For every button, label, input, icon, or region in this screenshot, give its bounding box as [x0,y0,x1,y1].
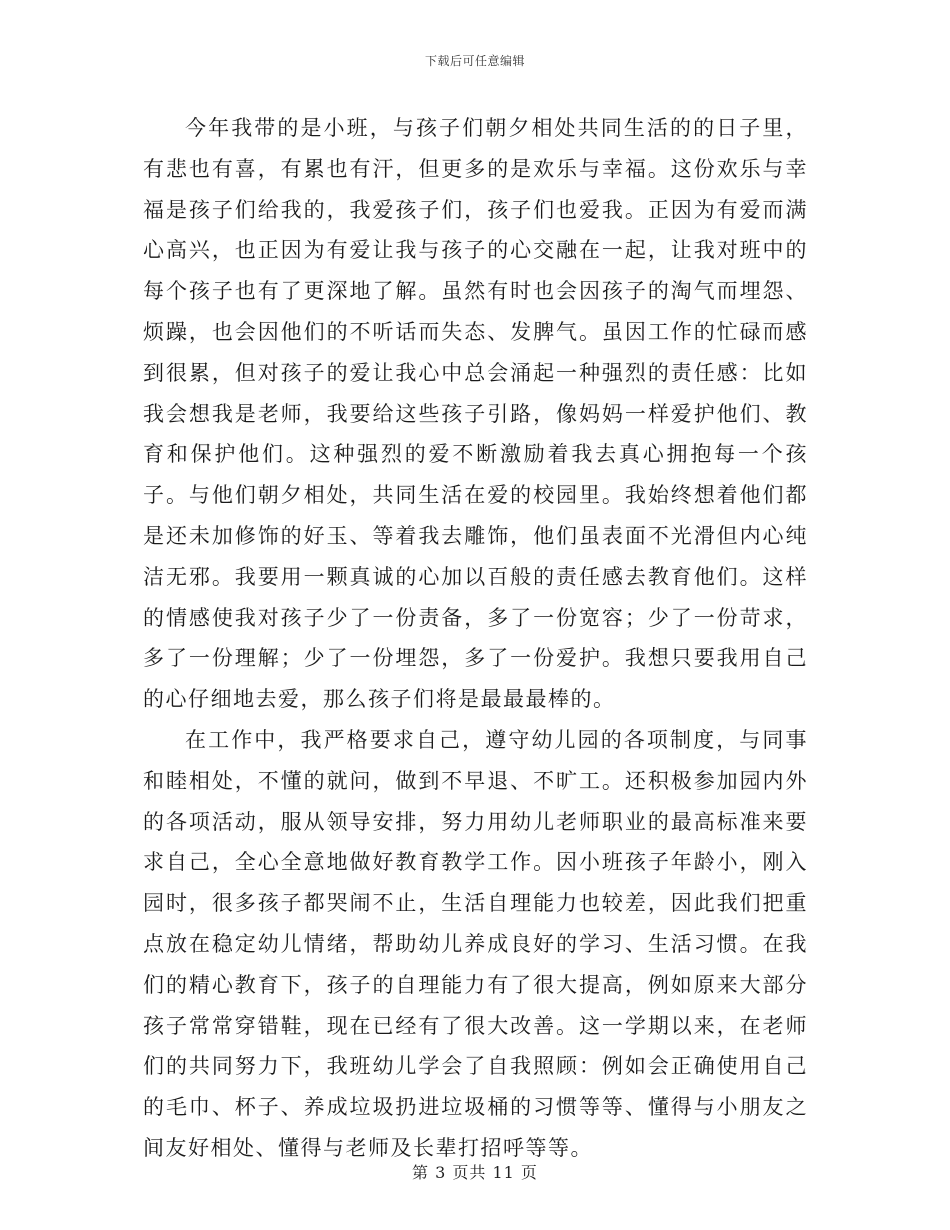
document-body [143,108,808,1169]
body-paragraph-2: 在工作中，我严格要求自己，遵守幼儿园的各项制度，与同事和睦相处，不懂的就问，做到不早退、不旷工。还积极参加园内外的各项活动，服从领导安排，努力用幼儿老师职业的最高标准来要求自己，全心全意地做好教育教学工作。因小班孩子年龄小，刚入园时，很多孩子都哭闹不止，生活自理能力也较差，因此我们把重点放在稳定幼儿情绪，帮助幼儿养成良好的学习、生活习惯。在我们的精心教育下，孩子的自理能力有了很大提高，例如原来大部分孩子常常穿错鞋，现在已经有了很大改善。这一学期以来，在老师们的共同努力下，我班幼儿学会了自我照顾：例如会正确使用自己的毛巾、杯子、养成垃圾扔进垃圾桶的习惯等等、懂得与小朋友之间友好相处、懂得与老师及长辈打招呼等等。 [143,727,808,1160]
page-header: 下载后可任意编辑 [424,54,525,68]
page-number-footer: 第 3 页共 11 页 [412,1163,538,1182]
body-paragraph-1: 今年我带的是小班，与孩子们朝夕相处共同生活的的日子里，有悲也有喜，有累也有汗，但更多的是欢乐与幸福。这份欢乐与幸福是孩子们给我的，我爱孩子们，孩子们也爱我。正因为有爱而满心高兴，也正因为有爱让我与孩子的心交融在一起，让我对班中的每个孩子也有了更深地了解。虽然有时也会因孩子的淘气而埋怨、烦躁，也会因他们的不听话而失态、发脾气。虽因工作的忙碌而感到很累，但对孩子的爱让我心中总会涌起一种强烈的责任感：比如我会想我是老师，我要给这些孩子引路，像妈妈一样爱护他们、教育和保护他们。这种强烈的爱不断激励着我去真心拥抱每一个孩子。与他们朝夕相处，共同生活在爱的校园里。我始终想着他们都是还未加修饰的好玉、等着我去雕饰，他们虽表面不光滑但内心纯洁无邪。我要用一颗真诚的心加以百般的责任感去教育他们。这样的情感使我对孩子少了一份责备，多了一份宽容；少了一份苛求，多了一份理解；少了一份埋怨，多了一份爱护。我想只要我用自己的心仔细地去爱，那么孩子们将是最最最棒的。 [143,116,808,712]
